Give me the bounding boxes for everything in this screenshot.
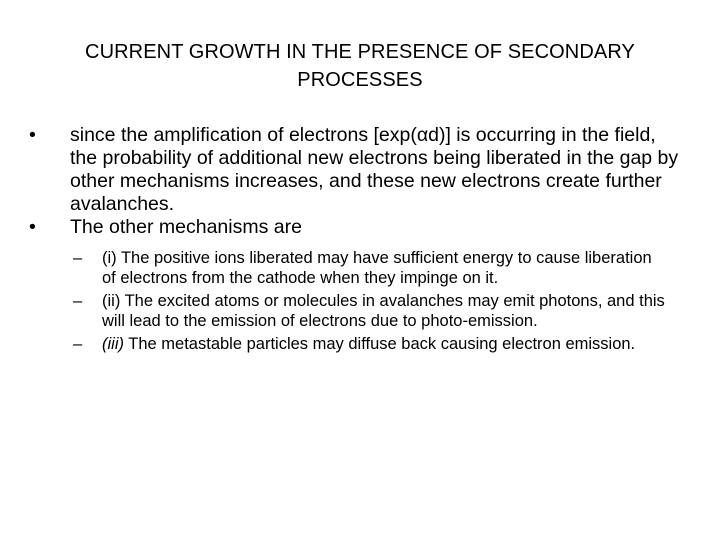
title-line-1: CURRENT GROWTH IN THE PRESENCE OF SECONDARY: [85, 41, 635, 63]
bullet-marker: •: [29, 124, 36, 146]
sub-bullet-text: (ii) The excited atoms or molecules in avalanches may emit photons, and this will lead to the emission of electrons due to photo-emission.: [102, 292, 665, 330]
sub-bullet-metastable: [73, 334, 667, 354]
bullet-text: The other mechanisms are: [70, 216, 302, 238]
dash-marker: –: [73, 292, 83, 310]
dash-marker: –: [73, 249, 83, 267]
dash-marker: –: [73, 335, 83, 353]
sub-bullet-excited-atoms: [73, 291, 667, 331]
bullet-marker: •: [29, 216, 36, 238]
title-line-2: PROCESSES: [297, 69, 423, 91]
slide-body: [0, 124, 720, 357]
sub-bullet-text: (i) The positive ions liberated may have sufficient energy to cause liberation of electrons from the cathode when they impinge on it.: [102, 249, 652, 287]
mechanism-list: [0, 248, 720, 354]
bullet-text: since the amplification of electrons [exp(αd)] is occurring in the field, the probability of additional new electrons being liberated in the gap by other mechanisms increases, and these new electrons create further avalanches.: [70, 124, 679, 215]
bullet-amplification: [29, 124, 685, 216]
sub-bullet-positive-ions: [73, 248, 667, 288]
sub-bullet-text: The metastable particles may diffuse back causing electron emission.: [124, 335, 636, 353]
bullet-other-mechanisms: [29, 216, 685, 239]
sub-bullet-prefix: (iii): [102, 335, 124, 353]
slide-title: [60, 38, 660, 94]
